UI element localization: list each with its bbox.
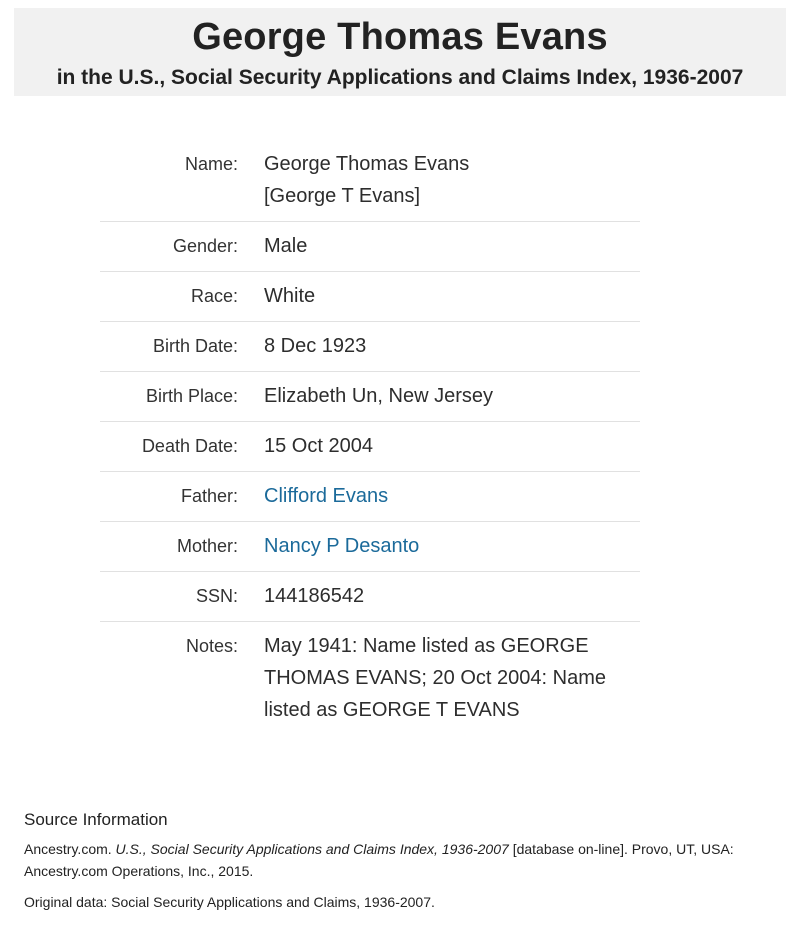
record-row-mother [100, 522, 640, 572]
race-label: Race: [190, 286, 238, 306]
source-heading: Source Information [24, 810, 168, 829]
source-information [24, 810, 784, 910]
death-date-label: Death Date: [141, 436, 238, 456]
name-value [264, 148, 624, 212]
name-label: Name: [184, 154, 238, 174]
mother-value [264, 530, 624, 562]
record-row-father [100, 472, 640, 522]
record-row-death-date [100, 422, 640, 472]
gender-value: Male [264, 235, 308, 257]
race-value: White [264, 285, 316, 307]
mother-link[interactable]: Nancy P Desanto [264, 535, 420, 557]
record-row-birth-date [100, 322, 640, 372]
page-header [14, 8, 786, 96]
record-details [100, 140, 640, 735]
notes-value: May 1941: Name listed as GEORGE THOMAS EVANS; 20 Oct 2004: Name listed as GEORGE T EVANS [264, 635, 606, 721]
page-title: George Thomas Evans [192, 16, 608, 58]
father-value [264, 480, 624, 512]
mother-label: Mother: [176, 536, 238, 556]
page-subtitle: in the U.S., Social Security Applications and Claims Index, 1936-2007 [56, 66, 744, 89]
citation-publisher: Ancestry.com. [24, 841, 112, 857]
ssn-label: SSN: [195, 586, 238, 606]
notes-label: Notes: [185, 636, 238, 656]
name-alias: [George T Evans] [264, 185, 421, 207]
birth-date-value: 8 Dec 1923 [264, 335, 367, 357]
ssn-value: 144186542 [264, 585, 365, 607]
record-row-ssn [100, 572, 640, 622]
source-citation [24, 838, 784, 882]
record-row-name [100, 140, 640, 222]
record-row-notes [100, 622, 640, 735]
gender-label: Gender: [172, 236, 238, 256]
father-link[interactable]: Clifford Evans [264, 485, 389, 507]
birth-place-value: Elizabeth Un, New Jersey [264, 385, 493, 407]
record-row-birth-place [100, 372, 640, 422]
name-primary: George Thomas Evans [264, 153, 470, 175]
record-row-race [100, 272, 640, 322]
original-data: Original data: Social Security Applications and Claims, 1936-2007. [24, 894, 435, 910]
citation-title: U.S., Social Security Applications and Claims Index, 1936-2007 [115, 841, 509, 857]
father-label: Father: [180, 486, 238, 506]
birth-date-label: Birth Date: [152, 336, 238, 356]
citation-rest: [database on-line]. Provo, UT, USA: Ancestry.com Operations, Inc., 2015. [24, 841, 734, 879]
birth-place-label: Birth Place: [145, 386, 238, 406]
death-date-value: 15 Oct 2004 [264, 435, 373, 457]
record-row-gender [100, 222, 640, 272]
